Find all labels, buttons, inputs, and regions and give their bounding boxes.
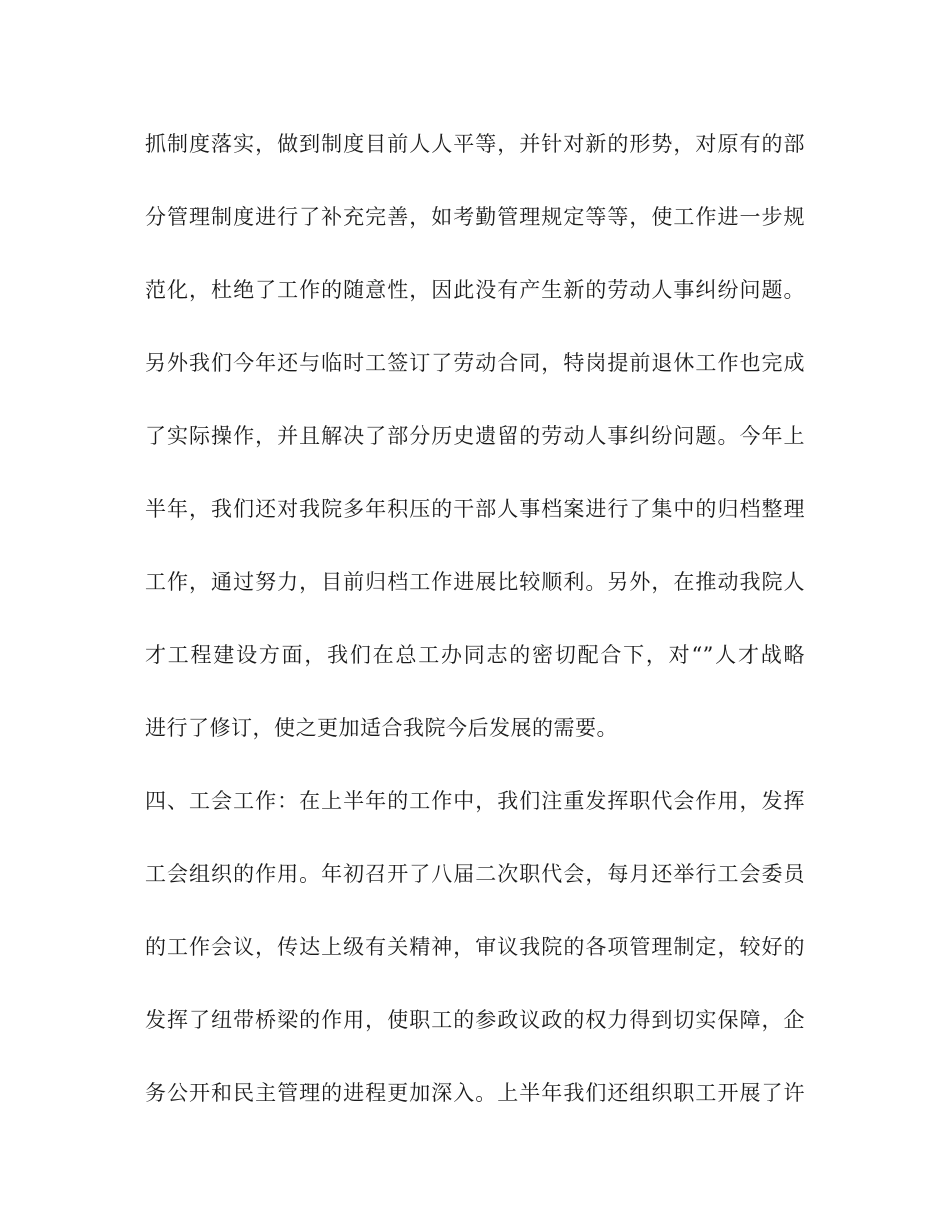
text-line: 分管理制度进行了补充完善，如考勤管理规定等等，使工作进一步规 <box>145 205 805 229</box>
text-line: 另外我们今年还与临时工签订了劳动合同，特岗提前退休工作也完成 <box>145 351 805 375</box>
text-line: 才工程建设方面，我们在总工办同志的密切配合下，对“”人才战略 <box>145 643 805 667</box>
text-line: 半年，我们还对我院多年积压的干部人事档案进行了集中的归档整理 <box>145 497 805 521</box>
text-line: 进行了修订，使之更加适合我院今后发展的需要。 <box>145 716 618 740</box>
text-line: 了实际操作，并且解决了部分历史遗留的劳动人事纠纷问题。今年上 <box>145 424 805 448</box>
text-line: 范化，杜绝了工作的随意性，因此没有产生新的劳动人事纠纷问题。 <box>145 278 805 302</box>
text-line: 工作，通过努力，目前归档工作进展比较顺利。另外，在推动我院人 <box>145 570 805 594</box>
text-line: 的工作会议，传达上级有关精神，审议我院的各项管理制定，较好的 <box>145 935 805 959</box>
document-body <box>145 125 805 1147</box>
text-line: 务公开和民主管理的进程更加深入。上半年我们还组织职工开展了许 <box>145 1081 805 1105</box>
text-line: 四、工会工作：在上半年的工作中，我们注重发挥职代会作用，发挥 <box>145 789 805 813</box>
text-line: 抓制度落实，做到制度目前人人平等，并针对新的形势，对原有的部 <box>145 132 805 156</box>
text-line: 工会组织的作用。年初召开了八届二次职代会，每月还举行工会委员 <box>145 862 805 886</box>
text-line: 发挥了纽带桥梁的作用，使职工的参政议政的权力得到切实保障，企 <box>145 1008 805 1032</box>
